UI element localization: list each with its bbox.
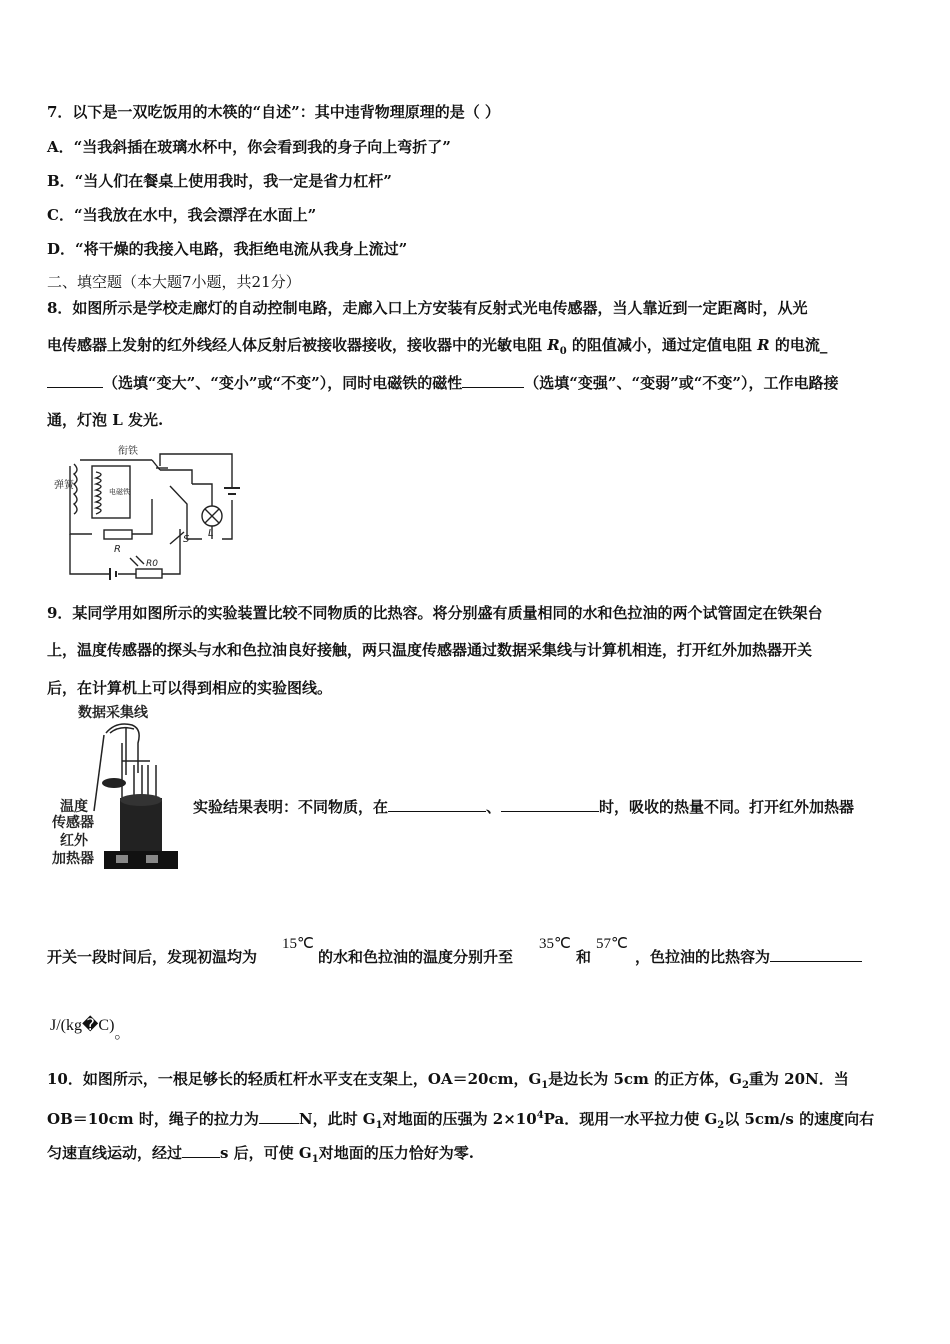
q9-blank-2[interactable] bbox=[501, 797, 599, 812]
q9-blank-1[interactable] bbox=[388, 797, 486, 812]
q10-line2: OB＝10cm 时，绳子的拉力为 N，此时 $G_1$对地面的压强为 $2\times 10^4Pa$．现用一水平拉力使 $G_2$以 5cm/s 的速度向右 bbox=[47, 1110, 875, 1131]
q9-line5-end: ，色拉油的比热容为 bbox=[635, 947, 862, 967]
q9-line5-and: 和 bbox=[576, 948, 592, 966]
switch-label: S bbox=[183, 534, 190, 545]
magnet-label: 电磁铁 bbox=[109, 488, 130, 496]
q9-line5-start: 开关一段时间后，发现初温均为 bbox=[47, 948, 258, 966]
q8-line2: 电传感器上发射的红外线经人体反射后被接收器接收，接收器中的光敏电阻 $R_0$ 的阻值减小，通过定值电阻 R 的电流_ bbox=[47, 336, 828, 357]
q9-line5-mid: 的水和色拉油的温度分别升至 bbox=[318, 948, 514, 966]
sensor-label-2: 传感器 bbox=[52, 815, 94, 831]
q8-line4: 通，灯泡 L 发光. bbox=[47, 411, 164, 429]
armature-label: 衔铁 bbox=[118, 446, 138, 457]
q7-option-a: A．“当我斜插在玻璃水杯中，你会看到我的身子向上弯折了” bbox=[47, 138, 451, 156]
q9-line3: 后，在计算机上可以得到相应的实验图线。 bbox=[47, 679, 333, 697]
q10-line1: 10．如图所示，一根足够长的轻质杠杆水平支在支架上，OA＝20cm，$G_1$是边长为 5cm 的正方体，$G_2$重为 20N．当 bbox=[47, 1070, 849, 1091]
heating-apparatus-figure bbox=[46, 703, 191, 875]
temp-initial: 15℃ bbox=[282, 936, 314, 952]
section-heading: 二、填空题（本大题7小题，共21分） bbox=[47, 273, 301, 291]
photo-resistor-label: R0 bbox=[146, 559, 158, 569]
temp-water: 35℃ bbox=[539, 936, 571, 952]
q9-result-line: 实验结果表明：不同物质，在 、 时，吸收的热量不同。打开红外加热器 bbox=[193, 798, 855, 816]
cable-label: 数据采集线 bbox=[78, 705, 148, 721]
lamp-label: L bbox=[208, 528, 214, 539]
q7-stem: 7．以下是一双吃饭用的木筷的“自述”：其中违背物理原理的是（ ） bbox=[47, 103, 500, 121]
q8-line1: 8．如图所示是学校走廊灯的自动控制电路，走廊入口上方安装有反射式光电传感器，当人靠近到一定距离时，从光 bbox=[47, 299, 808, 317]
relay-circuit-figure bbox=[52, 444, 247, 584]
sensor-label-1: 温度 bbox=[60, 799, 88, 815]
heater-label-1: 红外 bbox=[60, 833, 88, 849]
q10-blank-1[interactable] bbox=[259, 1109, 299, 1124]
q9-line2: 上，温度传感器的探头与水和色拉油良好接触，两只温度传感器通过数据采集线与计算机相连，打开红外加热器开关 bbox=[47, 641, 813, 659]
q9-line1: 9．某同学用如图所示的实验装置比较不同物质的比热容。将分别盛有质量相同的水和色拉油的两个试管固定在铁架台 bbox=[47, 604, 823, 622]
q7-option-c: C．“当我放在水中，我会漂浮在水面上” bbox=[47, 206, 317, 224]
q8-blank-1[interactable] bbox=[47, 373, 103, 388]
resistor-label: R bbox=[114, 544, 121, 555]
temp-oil: 57℃ bbox=[596, 936, 628, 952]
q7-option-d: D．“将干燥的我接入电路，我拒绝电流从我身上流过” bbox=[47, 240, 408, 258]
q9-unit: J/(kg�C)。 bbox=[50, 1017, 131, 1042]
heater-label-2: 加热器 bbox=[52, 851, 94, 867]
q9-blank-3[interactable] bbox=[770, 947, 862, 962]
spring-label: 弹簧 bbox=[54, 480, 74, 491]
q7-option-b: B．“当人们在餐桌上使用我时，我一定是省力杠杆” bbox=[47, 172, 392, 190]
q10-blank-2[interactable] bbox=[182, 1143, 220, 1158]
q10-line3: 匀速直线运动，经过 s 后，可使 $G_1$对地面的压力恰好为零. bbox=[47, 1144, 474, 1165]
q8-blank-2[interactable] bbox=[462, 373, 524, 388]
q8-line3: （选填“变大”、“变小”或“不变”），同时电磁铁的磁性 （选填“变强”、“变弱”或“不变”），工作电路接 bbox=[47, 373, 839, 393]
